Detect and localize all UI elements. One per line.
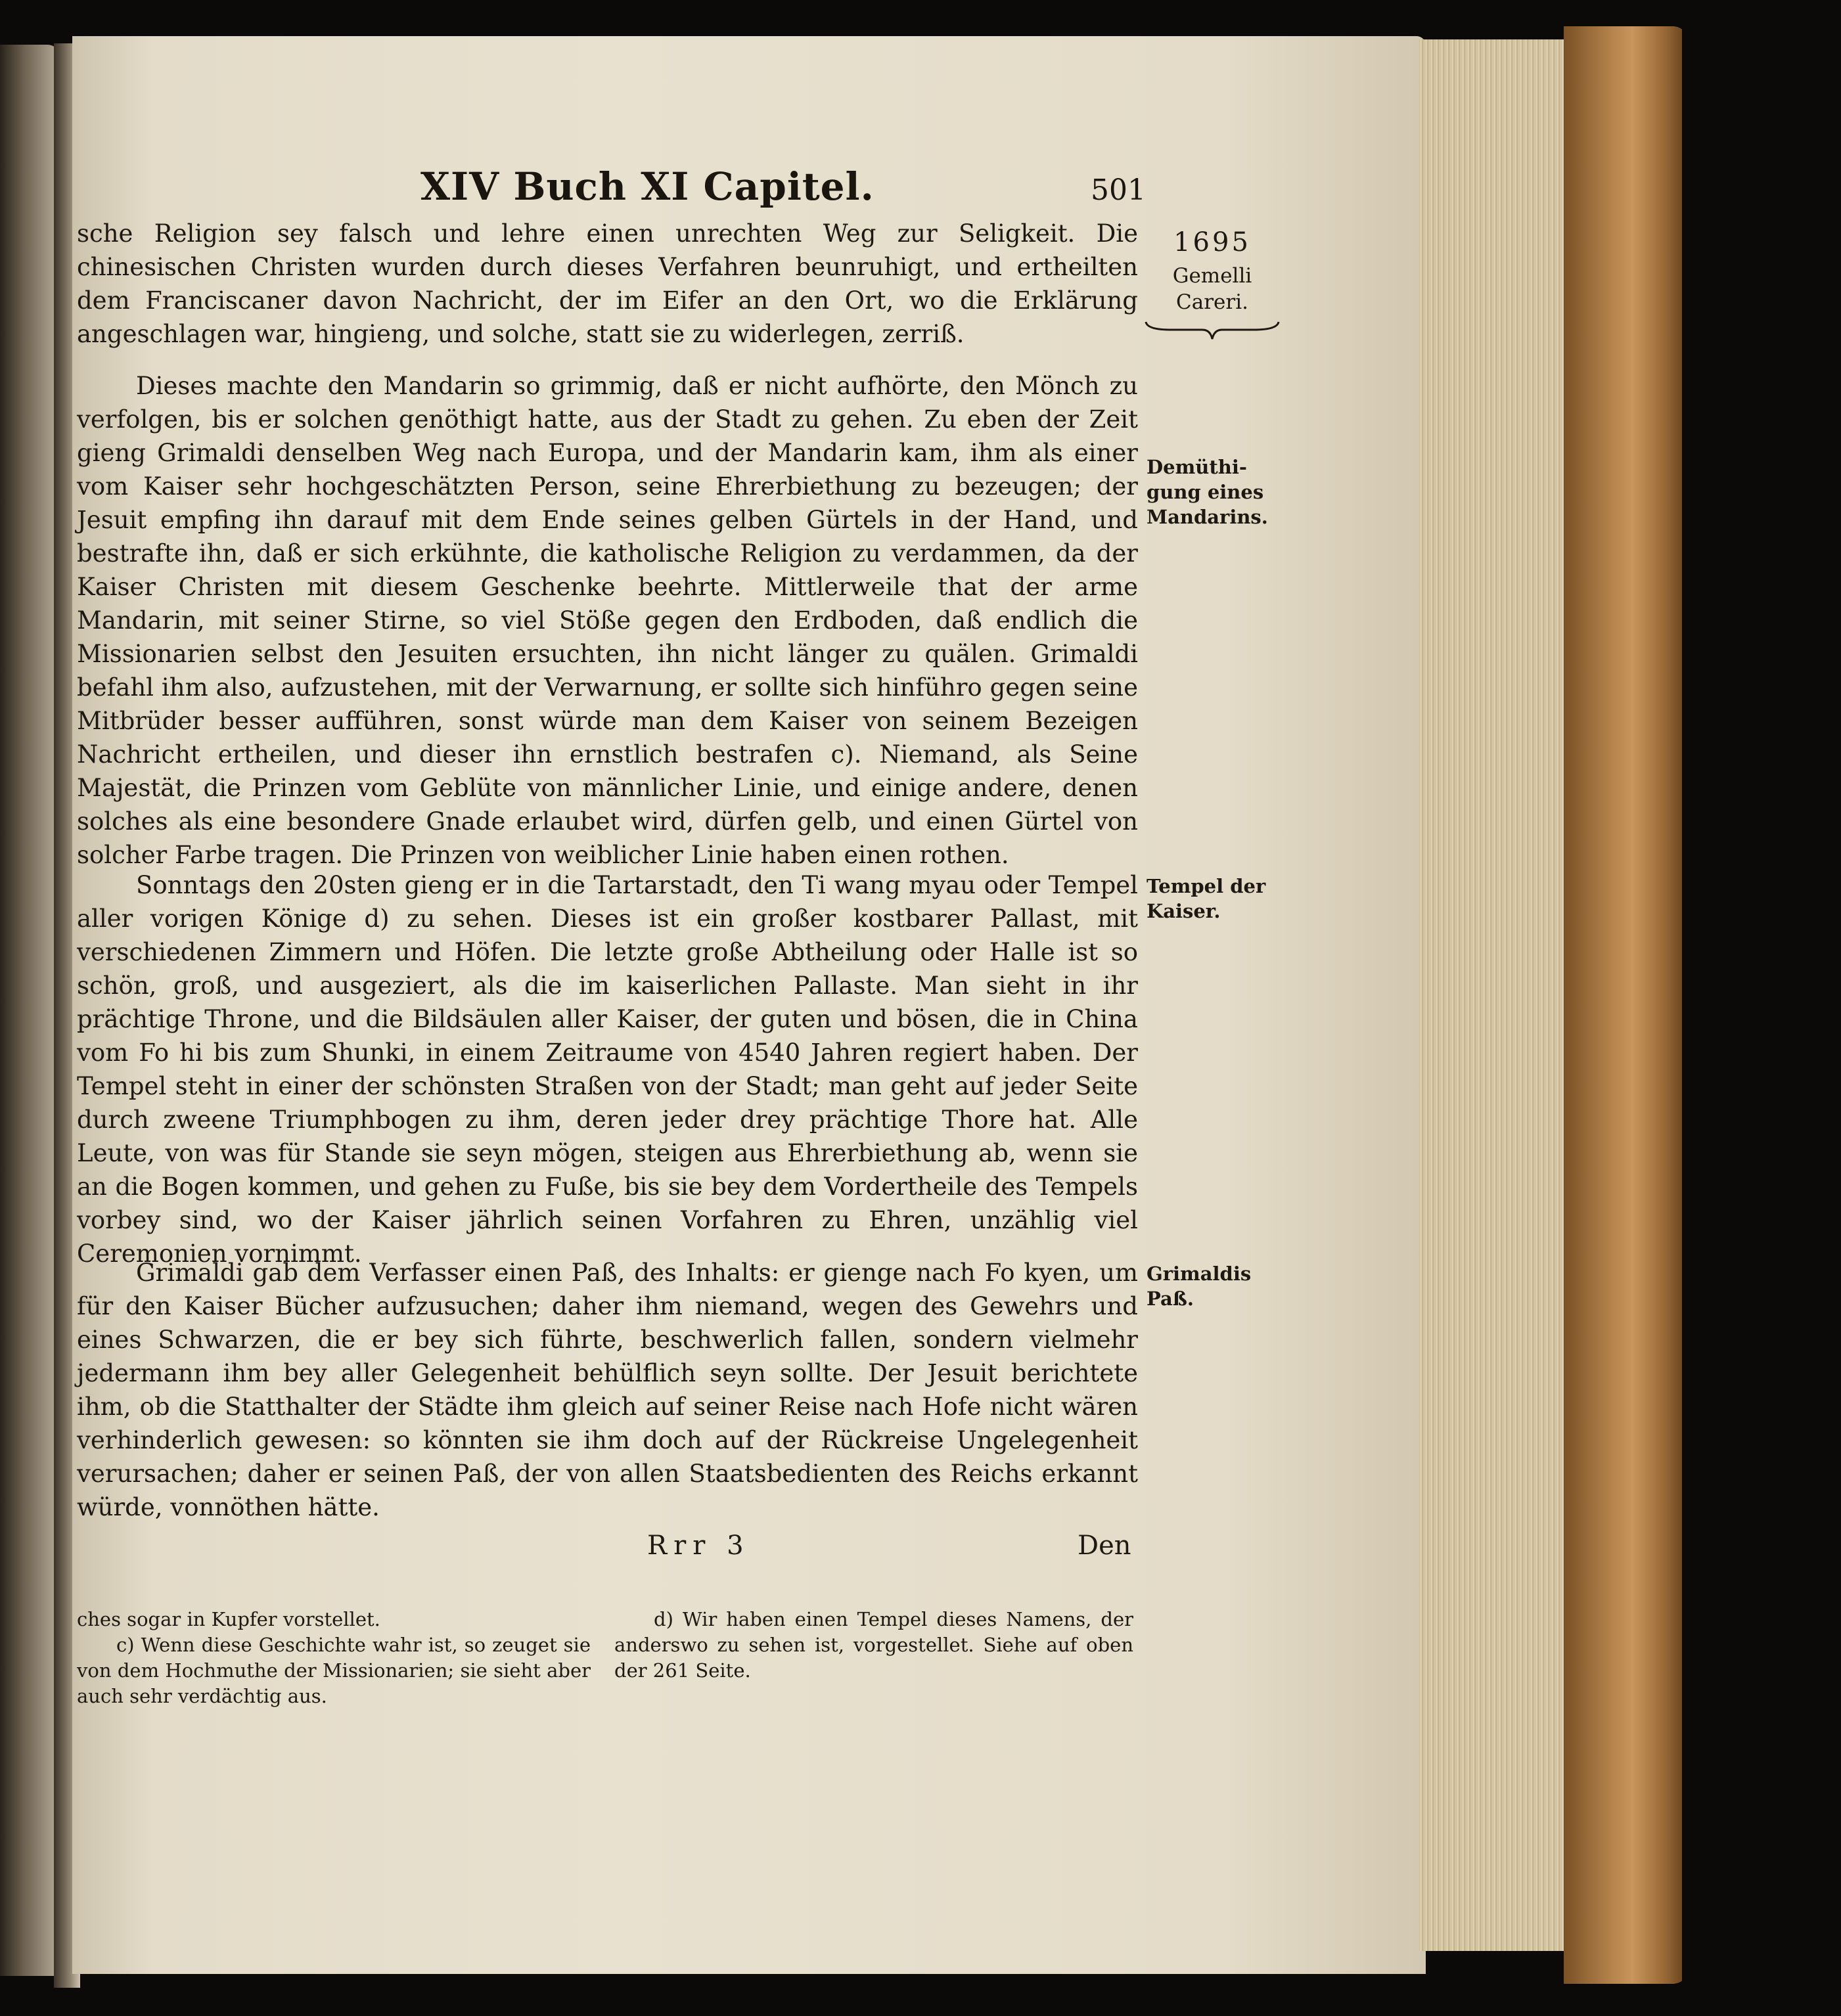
margin-note-temple [1147, 874, 1278, 924]
margin-note-1-line-2: gung eines [1147, 481, 1264, 503]
paragraph-4: Grimaldi gab dem Verfasser einen Paß, des Inhalts: er gienge nach Fo kyen, um für den Kaiser Bücher aufzusuchen; daher ihm niemand, wegen des Gewehrs und eines Schwarzen, die er bey sich führte, beschwerlich fallen, sondern vielmehr jedermann ihm bey aller Gelegenheit behülflich seyn sollte. Der Jesuit berichtete ihm, ob die Statthalter der Städte ihm gleich auf seiner Reise nach Hofe nicht wären verhinderlich gewesen: so könnten sie ihm doch auf der Rückreise Ungelegenheit verursachen; daher er seinen Paß, der von allen Staatsbedienten des Reichs erkannt würde, vonnöthen hätte. [77, 1259, 1138, 1521]
margin-year: 1695 [1173, 227, 1251, 258]
footnote-d: d) Wir haben einen Tempel dieses Namens, der anderswo zu sehen ist, vorgestellet. Siehe auf oben der 261 Seite. [614, 1608, 1133, 1682]
margin-note-1-line-1: Demüthi- [1147, 456, 1247, 478]
margin-note-3-line-2: Paß. [1147, 1288, 1194, 1310]
running-header [420, 164, 1146, 217]
margin-author [1147, 263, 1278, 315]
paragraph-2: Dieses machte den Mandarin so grimmig, daß er nicht aufhörte, den Mönch zu verfolgen, bis er solchen genöthigt hatte, aus der Stadt zu gehen. Zu eben der Zeit gieng Grimaldi denselben Weg nach Europa, und der Mandarin kam, ihm als einer vom Kaiser sehr hochgeschätzten Person, seine Ehrerbiethung zu bezeugen; der Jesuit empfing ihn darauf mit dem Ende seines gelben Gürtels in der Hand, und bestrafte ihn, daß er sich erkühnte, die katholische Religion zu verdammen, da der Kaiser Christen mit diesem Geschenke beehrte. Mittlerweile that der arme Mandarin, mit seiner Stirne, so viel Stöße gegen den Erdboden, daß endlich die Missionarien selbst den Jesuiten ersuchten, ihn nicht länger zu quälen. Grimaldi befahl ihm also, aufzustehen, mit der Verwarnung, er sollte sich hinführo gegen seine Mitbrüder besser aufführen, sonst würde man dem Kaiser von seinem Bezeigen Nachricht ertheilen, und dieser ihn ernstlich bestrafen c). Niemand, als Seine Majestät, die Prinzen vom Geblüte von männlicher Linie, und einige andere, denen solches als eine besondere Gnade erlaubet wird, dürfen gelb, und einen Gürtel von solcher Farbe tragen. Die Prinzen von weiblicher Linie haben einen rothen. [77, 372, 1138, 869]
margin-brace [1145, 321, 1280, 340]
paragraph-3: Sonntags den 20sten gieng er in die Tartarstadt, den Ti wang myau oder Tempel aller vorigen Könige d) zu sehen. Dieses ist ein großer kostbarer Pallast, mit verschiedenen Zimmern und Höfen. Die letzte große Abtheilung oder Halle ist so schön, groß, und ausgeziert, als die im kaiserlichen Pallaste. Man sieht in ihr prächtige Throne, und die Bildsäulen aller Kaiser, der guten und bösen, die in China vom Fo hi bis zum Shunki, in einem Zeitraume von 4540 Jahren regiert haben. Der Tempel steht in einer der schönsten Straßen von der Stadt; man geht auf jeder Seite durch zweene Triumphbogen zu ihm, deren jeder drey prächtige Thore hat. Alle Leute, von was für Stande sie seyn mögen, steigen aus Ehrerbiethung ab, wenn sie an die Bogen kommen, und gehen zu Fuße, bis sie bey dem Vordertheile des Tempels vorbey sind, wo der Kaiser jährlich seinen Vorfahren zu Ehren, unzählig viel Ceremonien vornimmt. [77, 871, 1138, 1268]
paragraph-1: sche Religion sey falsch und lehre einen unrechten Weg zur Seligkeit. Die chinesischen Christen wurden durch dieses Verfahren beunruhigt, und ertheilten dem Franciscaner davon Nachricht, der im Eifer an den Ort, wo die Erklärung angeschlagen war, hingieng, und solche, statt sie zu widerlegen, zerriß. [77, 219, 1138, 348]
header-title: XIV Buch XI Capitel. [420, 164, 875, 209]
catchword: Den [1078, 1531, 1131, 1561]
footnote-continuation: ches sogar in Kupfer vorstellet. [77, 1608, 380, 1630]
margin-note-2-line-2: Kaiser. [1147, 900, 1221, 922]
margin-note-3-line-1: Grimaldis [1147, 1263, 1252, 1285]
margin-author-line-2: Careri. [1176, 290, 1248, 314]
signature-mark: Rrr 3 [647, 1531, 750, 1561]
page-block-edges [1419, 39, 1570, 1951]
leather-cover [1564, 26, 1689, 1984]
footnote-c: c) Wenn diese Geschichte wahr ist, so zeuget sie von dem Hochmuthe der Missionarien; sie sieht aber auch sehr verdächtig aus. [77, 1634, 591, 1707]
footnotes-right [614, 1607, 1133, 1684]
margin-note-1-line-3: Mandarins. [1147, 506, 1268, 528]
background [1682, 0, 1841, 2016]
margin-note-passport [1147, 1261, 1278, 1311]
margin-author-line-1: Gemelli [1172, 264, 1252, 288]
margin-note-2-line-1: Tempel der [1147, 875, 1266, 897]
page-number: 501 [1091, 173, 1146, 207]
margin-note-humiliation [1147, 455, 1284, 529]
footnotes-left [77, 1607, 591, 1709]
previous-page-edge [0, 45, 60, 1976]
